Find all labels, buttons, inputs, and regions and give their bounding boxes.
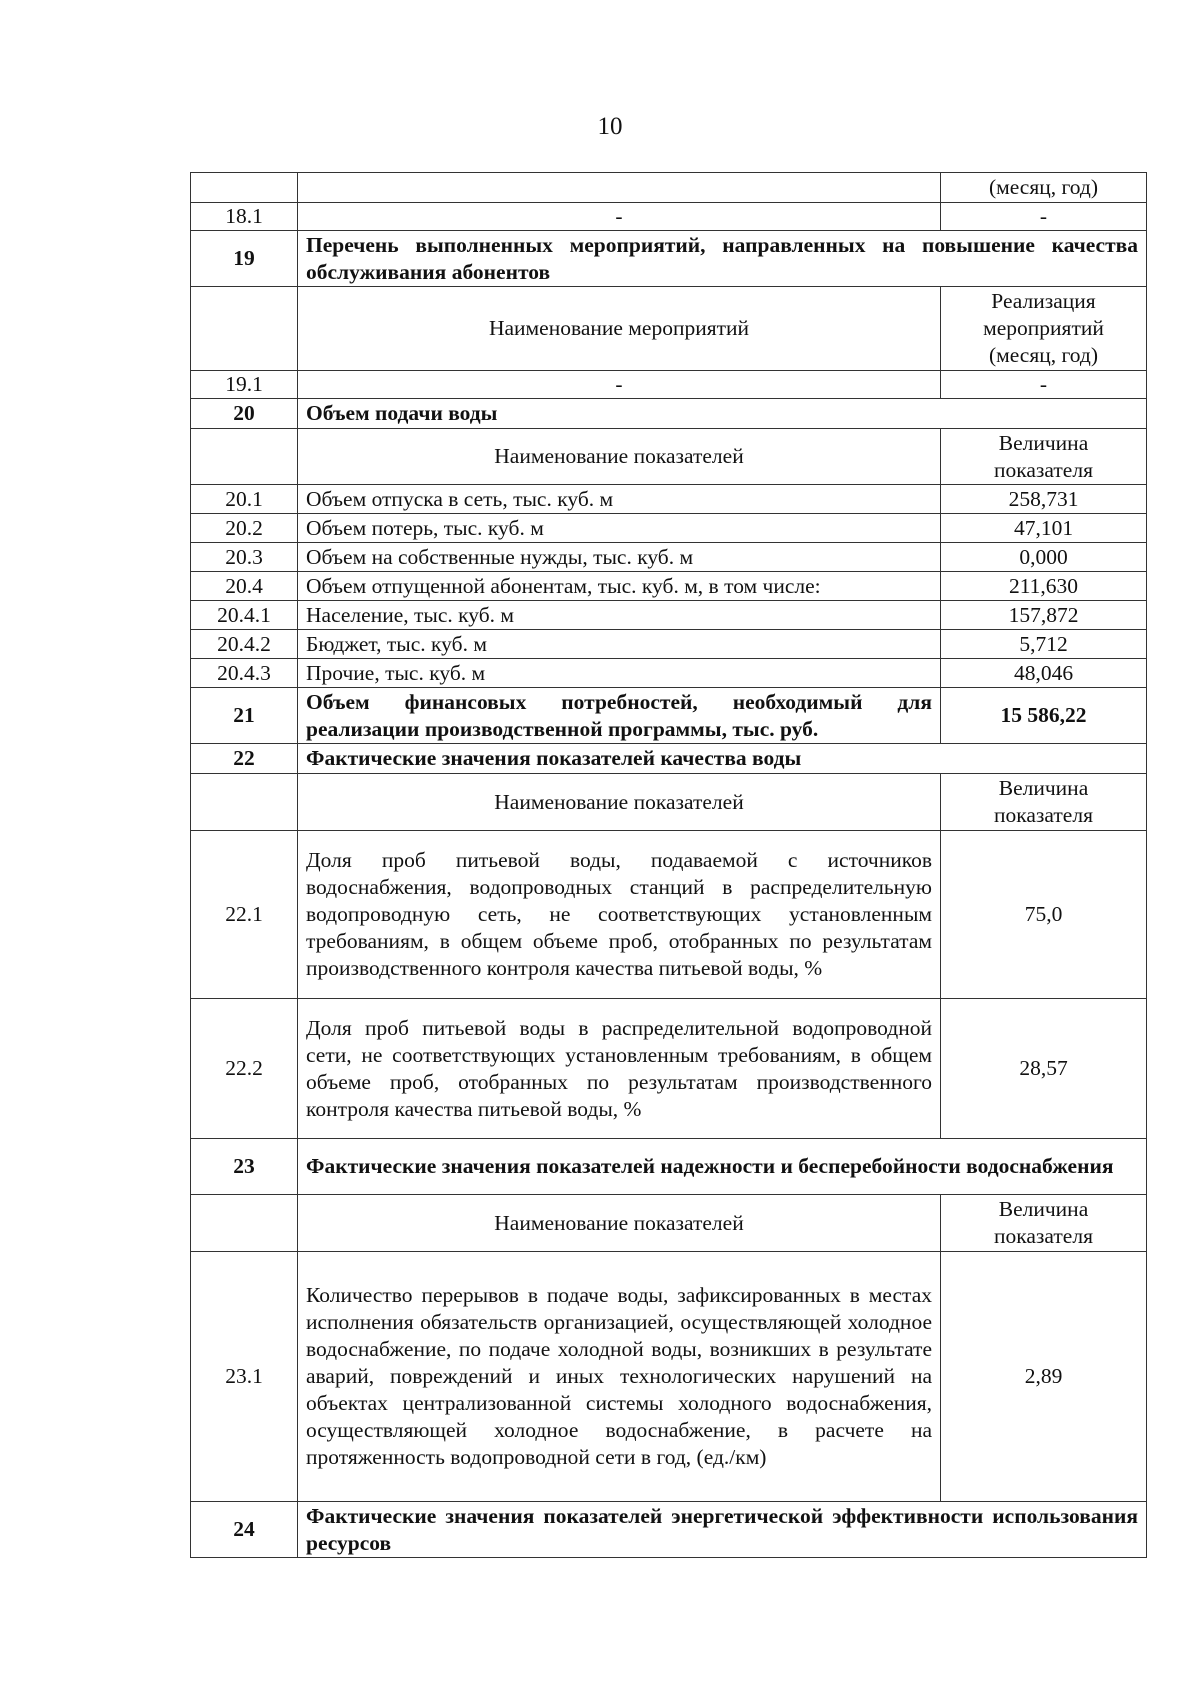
row-value: - xyxy=(941,371,1147,399)
section-title: Перечень выполненных мероприятий, направленных на повышение качества обслуживания абонентов xyxy=(298,231,1147,287)
row-name: - xyxy=(298,371,941,399)
table-row xyxy=(191,371,1147,399)
production-program-table xyxy=(190,172,1147,1558)
row-value: 75,0 xyxy=(941,831,1147,999)
column-header-name: Наименование показателей xyxy=(298,429,941,485)
column-header-value: Величина показателя xyxy=(941,774,1147,831)
section-title: Фактические значения показателей надежности и бесперебойности водоснабжения xyxy=(298,1139,1147,1195)
row-name: Объем на собственные нужды, тыс. куб. м xyxy=(298,543,941,572)
header-row xyxy=(191,287,1147,371)
section-title: Фактические значения показателей энергетической эффективности использования ресурсов xyxy=(298,1502,1147,1558)
row-value: 5,712 xyxy=(941,630,1147,659)
row-value: (месяц, год) xyxy=(941,173,1147,203)
row-number xyxy=(191,774,298,831)
row-number: 22.2 xyxy=(191,999,298,1139)
section-row xyxy=(191,399,1147,429)
table-row xyxy=(191,173,1147,203)
row-number xyxy=(191,1195,298,1252)
section-number: 20 xyxy=(191,399,298,429)
section-number: 19 xyxy=(191,231,298,287)
row-value: 258,731 xyxy=(941,485,1147,514)
row-value: 15 586,22 xyxy=(941,688,1147,744)
row-name: Бюджет, тыс. куб. м xyxy=(298,630,941,659)
row-number: 20.4.2 xyxy=(191,630,298,659)
table-row xyxy=(191,831,1147,999)
row-name: Объем отпущенной абонентам, тыс. куб. м, в том числе: xyxy=(298,572,941,601)
row-number: 23.1 xyxy=(191,1252,298,1502)
row-number xyxy=(191,429,298,485)
row-number xyxy=(191,173,298,203)
row-number: 22.1 xyxy=(191,831,298,999)
row-number: 18.1 xyxy=(191,203,298,231)
column-header-name: Наименование показателей xyxy=(298,1195,941,1252)
column-header-name: Наименование показателей xyxy=(298,774,941,831)
row-value: - xyxy=(941,203,1147,231)
section-title: Фактические значения показателей качества воды xyxy=(298,744,1147,774)
row-value: 48,046 xyxy=(941,659,1147,688)
row-number: 20.3 xyxy=(191,543,298,572)
section-row xyxy=(191,1139,1147,1195)
header-row xyxy=(191,429,1147,485)
section-row xyxy=(191,1502,1147,1558)
row-number: 20.4.1 xyxy=(191,601,298,630)
row-name xyxy=(298,173,941,203)
section-number: 24 xyxy=(191,1502,298,1558)
table-row xyxy=(191,543,1147,572)
table-row xyxy=(191,659,1147,688)
row-name: Прочие, тыс. куб. м xyxy=(298,659,941,688)
row-value: 211,630 xyxy=(941,572,1147,601)
section-row xyxy=(191,688,1147,744)
table-row xyxy=(191,572,1147,601)
table-row xyxy=(191,203,1147,231)
row-name: Количество перерывов в подаче воды, зафиксированных в местах исполнения обязательств организацией, осуществляющей холодное водоснабжение, по подаче холодной воды, возникших в результате аварий, повреждений и иных технологических нарушений на объектах централизованной системы холодного водоснабжения, осуществляющей холодное водоснабжение, в расчете на протяженность водопроводной сети в год, (ед./км) xyxy=(298,1252,941,1502)
row-name: - xyxy=(298,203,941,231)
row-value: 47,101 xyxy=(941,514,1147,543)
row-value: 157,872 xyxy=(941,601,1147,630)
row-value: 2,89 xyxy=(941,1252,1147,1502)
row-name: Доля проб питьевой воды, подаваемой с источников водоснабжения, водопроводных станций в распределительную водопроводную сеть, не соответствующих установленным требованиям, в общем объеме проб, отобранных по результатам производственного контроля качества питьевой воды, % xyxy=(298,831,941,999)
column-header-value: Величина показателя xyxy=(941,1195,1147,1252)
table-row xyxy=(191,485,1147,514)
header-row xyxy=(191,1195,1147,1252)
row-number: 20.4.3 xyxy=(191,659,298,688)
column-header-value: Реализация мероприятий (месяц, год) xyxy=(941,287,1147,371)
section-title: Объем подачи воды xyxy=(298,399,1147,429)
row-number: 19.1 xyxy=(191,371,298,399)
row-number: 20.1 xyxy=(191,485,298,514)
section-row xyxy=(191,744,1147,774)
section-number: 21 xyxy=(191,688,298,744)
section-number: 23 xyxy=(191,1139,298,1195)
row-name: Объем отпуска в сеть, тыс. куб. м xyxy=(298,485,941,514)
row-number xyxy=(191,287,298,371)
row-number: 20.2 xyxy=(191,514,298,543)
row-name: Объем финансовых потребностей, необходимый для реализации производственной программы, тыс. руб. xyxy=(298,688,941,744)
header-row xyxy=(191,774,1147,831)
column-header-name: Наименование мероприятий xyxy=(298,287,941,371)
section-number: 22 xyxy=(191,744,298,774)
table-row xyxy=(191,1252,1147,1502)
row-name: Население, тыс. куб. м xyxy=(298,601,941,630)
page-number: 10 xyxy=(597,113,623,140)
row-value: 28,57 xyxy=(941,999,1147,1139)
table-row xyxy=(191,601,1147,630)
row-value: 0,000 xyxy=(941,543,1147,572)
table-row xyxy=(191,514,1147,543)
column-header-value: Величина показателя xyxy=(941,429,1147,485)
row-name: Доля проб питьевой воды в распределительной водопроводной сети, не соответствующих установленным требованиям, в общем объеме проб, отобранных по результатам производственного контроля качества питьевой воды, % xyxy=(298,999,941,1139)
table-row xyxy=(191,999,1147,1139)
row-number: 20.4 xyxy=(191,572,298,601)
table-row xyxy=(191,630,1147,659)
section-row xyxy=(191,231,1147,287)
row-name: Объем потерь, тыс. куб. м xyxy=(298,514,941,543)
